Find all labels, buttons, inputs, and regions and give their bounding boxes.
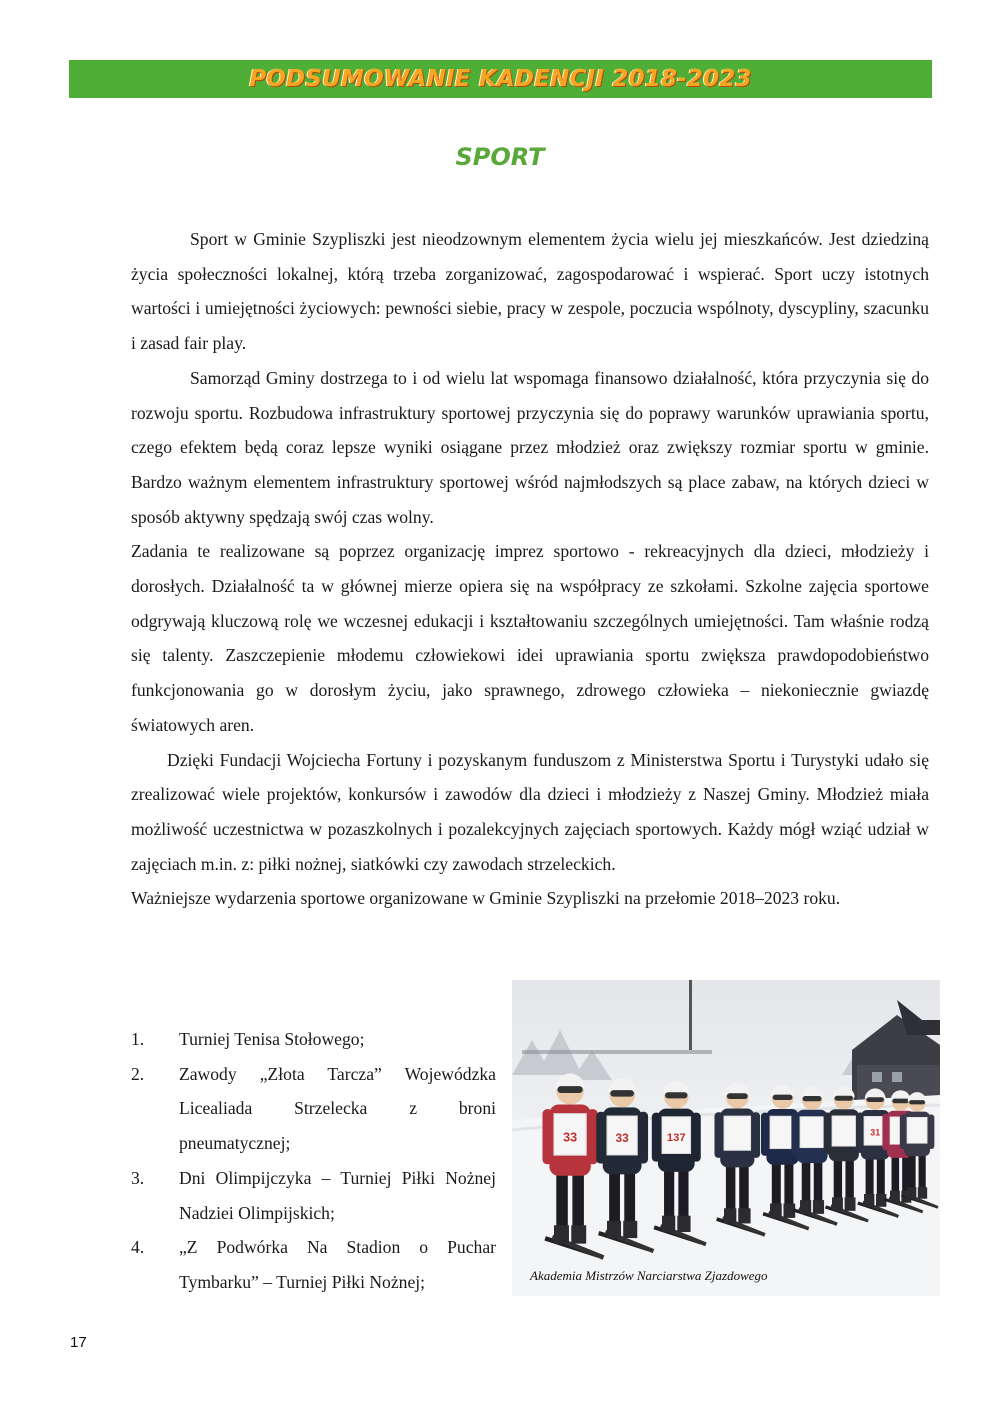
list-item-text: „Z Podwórka Na Stadion o Puchar Tymbarku” – Turniej Piłki Nożnej;	[179, 1237, 496, 1292]
ski-photo	[512, 980, 940, 1296]
paragraph-zadania: Zadania te realizowane są poprzez organizację imprez sportowo - rekreacyjnych dla dzieci, młodzieży i dorosłych. Działalność ta w głównej mierze opiera się na współpracy ze szkołami. Szkolne zajęcia sportowe odgrywają kluczową rolę we wczesnej edukacji i kształtowaniu szczególnych umiejętności. Tam właśnie rodzą się talenty. Zaszczepienie młodemu człowiekowi idei uprawiania sportu zwiększa prawdopodobieństwo funkcjonowania go w dorosłym życiu, jako sprawnego, zdrowego człowieka – niekoniecznie gwiazdę światowych aren.	[131, 541, 929, 735]
paragraph-intro: Sport w Gminie Szypliszki jest nieodzownym elementem życia wielu jej mieszkańców. Jest dziedziną życia społeczności lokalnej, którą trzeba zorganizować, zagospodarować i wspierać. Sport uczy istotnych wartości i umiejętności życiowych: pewności siebie, pracy w zespole, poczucia wspólnoty, dyscypliny, szacunku i zasad fair play.	[131, 229, 929, 354]
list-item	[131, 1230, 496, 1299]
list-item-number: 1.	[131, 1029, 145, 1049]
list-item	[131, 1022, 496, 1057]
ski-scene-illustration	[512, 980, 940, 1296]
list-item-number: 2.	[131, 1063, 145, 1084]
bib-number: 31	[870, 1127, 881, 1138]
paragraph-samorzad: Samorząd Gminy dostrzega to i od wielu lat wspomaga finansowo działalność, która przyczynia się do rozwoju sportu. Rozbudowa infrastruktury sportowej przyczynia się do poprawy warunków uprawiania sportu, czego efektem będą coraz lepsze wyniki osiągane przez młodzież oraz zwiększy rozmiar sportu w gminie. Bardzo ważnym elementem infrastruktury sportowej wśród najmłodszych są place zabaw, na których dzieci w sposób aktywny spędzają swój czas wolny.	[131, 367, 929, 527]
list-item-text: Dni Olimpijczyka – Turniej Piłki Nożnej Nadziei Olimpijskich;	[179, 1167, 496, 1223]
list-item-number: 4.	[131, 1237, 145, 1258]
page-number: 17	[70, 1334, 87, 1351]
list-item-text: Zawody „Złota Tarcza” Wojewódzka Licealiada Strzelecka z broni pneumatycznej;	[179, 1063, 496, 1154]
list-item-number: 3.	[131, 1167, 145, 1188]
section-title: SPORT	[455, 143, 545, 171]
header-banner	[69, 60, 932, 98]
banner-title: PODSUMOWANIE KADENCJI 2018-2023	[249, 66, 752, 92]
bib-number: 137	[666, 1132, 686, 1145]
body-text	[131, 222, 929, 916]
list-item-text: Turniej Tenisa Stołowego;	[179, 1029, 365, 1049]
paragraph-fundacja: Dzięki Fundacji Wojciecha Fortuny i pozyskanym funduszom z Ministerstwa Sportu i Turystyki udało się zrealizować wiele projektów, konkursów i zawodów dla dzieci i młodzieży z Naszej Gminy. Młodzież miała możliwość uczestnictwa w pozaszkolnych i pozalekcyjnych zajęciach sportowych. Każdy mógł wziąć udział w zajęciach m.in. z: piłki nożnej, siatkówki czy zawodach strzeleckich.	[131, 749, 929, 874]
list-item	[131, 1057, 496, 1161]
events-list	[131, 1022, 496, 1300]
photo-caption: Akademia Mistrzów Narciarstwa Zjazdowego	[530, 1268, 768, 1283]
paragraph-wydarzenia: Ważniejsze wydarzenia sportowe organizowane w Gminie Szypliszki na przełomie 2018–2023 roku.	[131, 888, 841, 909]
bib-number: 33	[615, 1130, 629, 1145]
bib-number: 33	[563, 1130, 578, 1145]
list-item	[131, 1161, 496, 1230]
